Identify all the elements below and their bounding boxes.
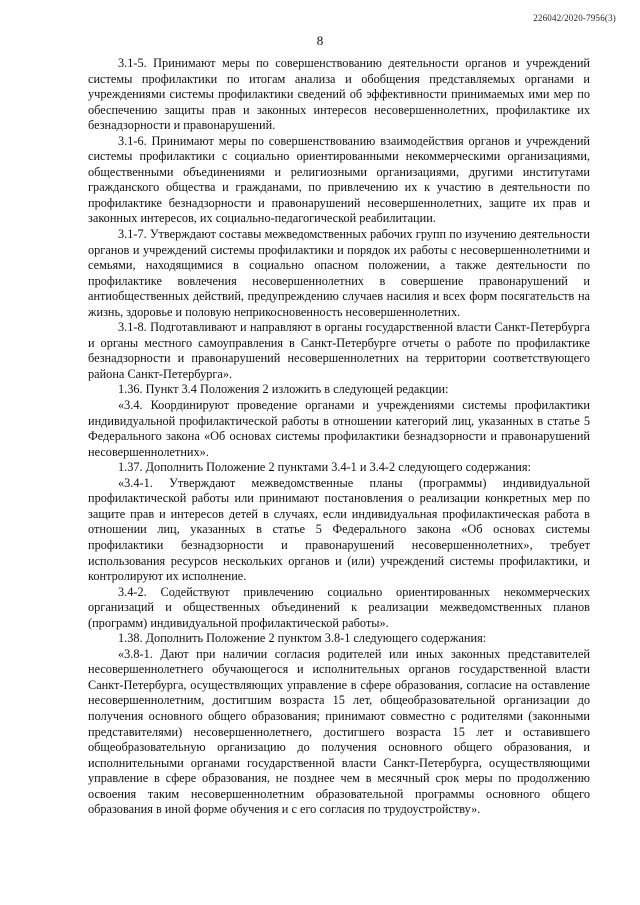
paragraph-3-1-7: 3.1-7. Утверждают составы межведомственных рабочих групп по изучению деятельности органов и учреждений системы профилактики и порядок их работы с несовершеннолетними и семьями, находящимися в социально опасном положении, а также деятельности по профилактике вовлечения несовершеннолетних в совершение правонарушений и антиобщественных действий, предупреждению случаев насилия и всех форм посягательств на жизнь, здоровье и половую неприкосновенность несовершеннолетних. — [88, 227, 590, 319]
paragraph-3-1-8: 3.1-8. Подготавливают и направляют в органы государственной власти Санкт-Петербурга и органы местного самоуправления в Санкт-Петербурге отчеты о работе по профилактике безнадзорности и правонарушений несовершеннолетних на территории соответствующего района Санкт-Петербурга». — [88, 320, 590, 381]
page-number: 8 — [316, 33, 324, 48]
document-body — [88, 56, 590, 818]
paragraph-3-1-6: 3.1-6. Принимают меры по совершенствованию взаимодействия органов и учреждений системы профилактики с социально ориентированными некоммерческими организациями, общественными объединениями и религиозными организациями, другими институтами гражданского общества и гражданами, по привлечению их к участию в деятельности по профилактике безнадзорности и правонарушений несовершеннолетних, защите их прав и законных интересов, их социально-педагогической реабилитации. — [88, 133, 590, 226]
paragraph-1-37: 1.37. Дополнить Положение 2 пунктами 3.4-1 и 3.4-2 следующего содержания: — [118, 460, 531, 475]
paragraph-3-4-2: 3.4-2. Содействуют привлечению социально ориентированных некоммерческих организаций и общественных объединений к реализации межведомственных планов (программ) индивидуальной профилактической работы». — [88, 584, 590, 630]
paragraph-1-36: 1.36. Пункт 3.4 Положения 2 изложить в следующей редакции: — [118, 382, 449, 397]
paragraph-3-4: «3.4. Координируют проведение органами и учреждениями системы профилактики индивидуальной профилактической работы в отношении категорий лиц, указанных в статье 5 Федерального закона «Об основах системы профилактики безнадзорности и правонарушений несовершеннолетних». — [88, 398, 590, 459]
paragraph-3-8-1: «3.8-1. Дают при наличии согласия родителей или иных законных представителей несовершеннолетнего обучающегося и исполнительных органов государственной власти Санкт-Петербурга, осуществляющих управление в сфере образования, согласие на оставление несовершеннолетним, достигшим возраста 15 лет, общеобразовательной организации до получения основного общего образования; принимают совместно с родителями (законными представителями) несовершеннолетнего, достигшего возраста 15 лет и оставившего общеобразовательную организацию до получения основного общего образования, и исполнительными органами государственной власти Санкт-Петербурга, осуществляющими управление в сфере образования, не позднее чем в месячный срок меры по продолжению освоения таким несовершеннолетним образовательной программы основного общего образования в иной форме обучения и с его согласия по трудоустройству». — [88, 646, 590, 817]
paragraph-1-38: 1.38. Дополнить Положение 2 пунктом 3.8-1 следующего содержания: — [118, 631, 487, 646]
paragraph-3-1-5: 3.1-5. Принимают меры по совершенствованию деятельности органов и учреждений системы профилактики по итогам анализа и обобщения представляемых органами и учреждениями системы профилактики сведений об эффективности принимаемых ими мер по обеспечению защиты прав и законных интересов несовершеннолетних, профилактике их безнадзорности и правонарушений. — [88, 56, 590, 133]
document-id: 226042/2020-7956(3) — [533, 13, 616, 23]
paragraph-3-4-1: «3.4-1. Утверждают межведомственные планы (программы) индивидуальной профилактической работы или принимают постановления о реализации конкретных мер по защите прав и интересов детей в случаях, если индивидуальная профилактическая работа в отношении лиц, указанных в статье 5 Федерального закона «Об основах системы профилактики безнадзорности и правонарушений несовершеннолетних», требует использования ресурсов нескольких органов и (или) учреждений системы профилактики, и контролируют их исполнение. — [88, 475, 590, 584]
